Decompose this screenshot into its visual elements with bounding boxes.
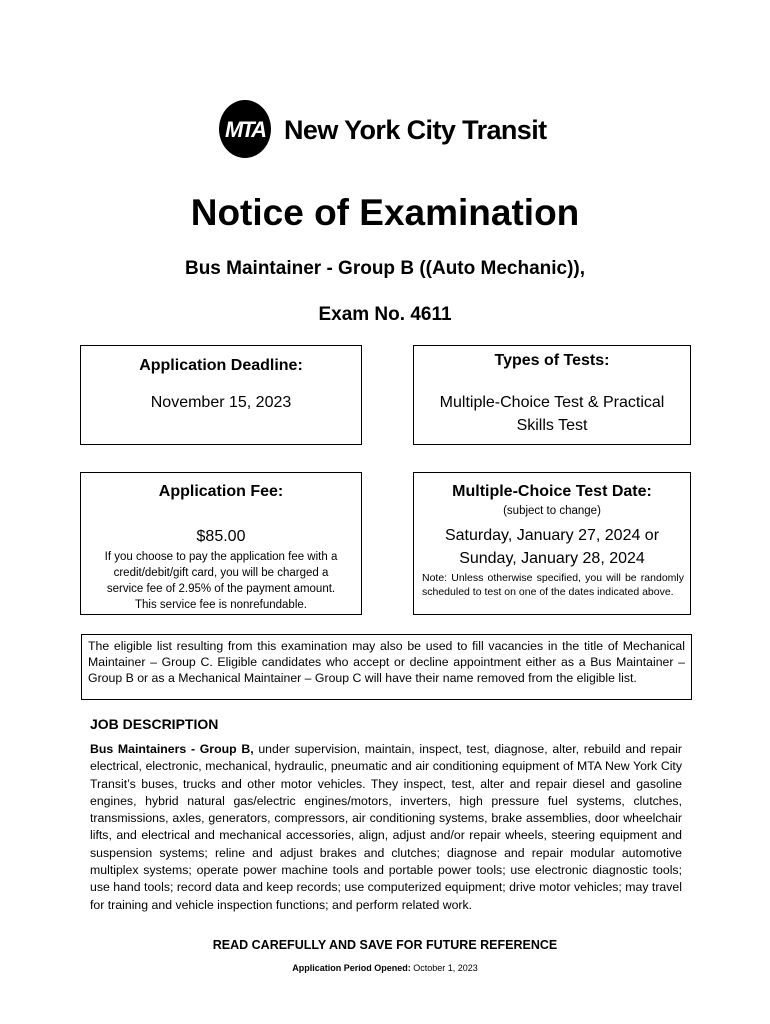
test-date-line1: Saturday, January 27, 2024 or (444, 527, 660, 544)
period-value: October 1, 2023 (413, 963, 478, 973)
mta-logo-icon (218, 99, 272, 159)
application-period (0, 963, 770, 973)
fee-note-line2: credit/debit/gift card, you will be charged a (113, 567, 329, 579)
job-description-lead: Bus Maintainers - Group B, (90, 742, 254, 756)
test-types-line2: Skills Test (516, 417, 588, 434)
job-description-text (90, 741, 682, 914)
page-title: Notice of Examination (190, 192, 580, 233)
test-date-note: Note: Unless otherwise specified, you will be randomly scheduled to test on one of the dates indicated above. (422, 572, 684, 598)
deadline-box (80, 345, 362, 445)
test-date-subheading: (subject to change) (503, 505, 601, 517)
exam-number: Exam No. 4611 (318, 304, 452, 325)
fee-note-line4: This service fee is nonrefundable. (135, 599, 307, 611)
eligible-list-notice: The eligible list resulting from this examination may also be used to fill vacancies in the title of Mechanical Maintainer – Group C. Eligible candidates who accept or decline appointment either as a Bus Maintainer – Group B or as a Mechanical Maintainer – Group C will have their name removed from the eligible list. (81, 634, 692, 700)
fee-heading: Application Fee: (158, 483, 284, 500)
test-date-box (413, 472, 691, 615)
deadline-heading: Application Deadline: (139, 357, 303, 374)
test-types-line1: Multiple-Choice Test & Practical (439, 394, 665, 411)
test-date-line2: Sunday, January 28, 2024 (459, 550, 645, 567)
job-description-body: under supervision, maintain, inspect, test, diagnose, alter, rebuild and repair electrical, electronic, mechanical, hydraulic, pneumatic and air conditioning equipment of MTA New York City Transit’s buses, trucks and other motor vehicles. They inspect, test, alter and repair diesel and gasoline engines, hybrid natural gas/electric engines/motors, inverters, high pressure fuel systems, clutches, transmissions, axles, generators, compressors, air conditioning systems, brake assemblies, door wheelchair lifts, and electrical and mechanical accessories, align, adjust and/or repair wheels, steering equipment and suspension systems; reline and adjust brakes and clutches; diagnose and repair modular automotive multiplex systems; operate power machine tools and portable power tools; use electronic diagnostic tools; use hand tools; record data and keep records; use computerized equipment; drive motor vehicles; may travel for training and vehicle inspection functions; and perform related work. (90, 742, 682, 912)
fee-box (80, 472, 362, 615)
job-description-heading: JOB DESCRIPTION (90, 716, 219, 732)
fee-amount: $85.00 (196, 528, 246, 545)
deadline-value: November 15, 2023 (150, 394, 292, 411)
mta-logo (218, 99, 558, 163)
fee-note-line3: service fee of 2.95% of the payment amount. (106, 583, 336, 595)
exam-subtitle: Bus Maintainer - Group B ((Auto Mechanic)), (184, 258, 586, 279)
mta-logo-text: MTA (224, 117, 266, 142)
test-types-box (413, 345, 691, 445)
test-date-heading: Multiple-Choice Test Date: (452, 483, 652, 500)
read-carefully-notice: READ CAREFULLY AND SAVE FOR FUTURE REFERENCE (212, 938, 558, 952)
test-types-heading: Types of Tests: (494, 352, 610, 369)
agency-name: New York City Transit (284, 115, 547, 145)
period-label: Application Period Opened: (292, 963, 411, 973)
fee-note-line1: If you choose to pay the application fee with a (104, 551, 338, 563)
